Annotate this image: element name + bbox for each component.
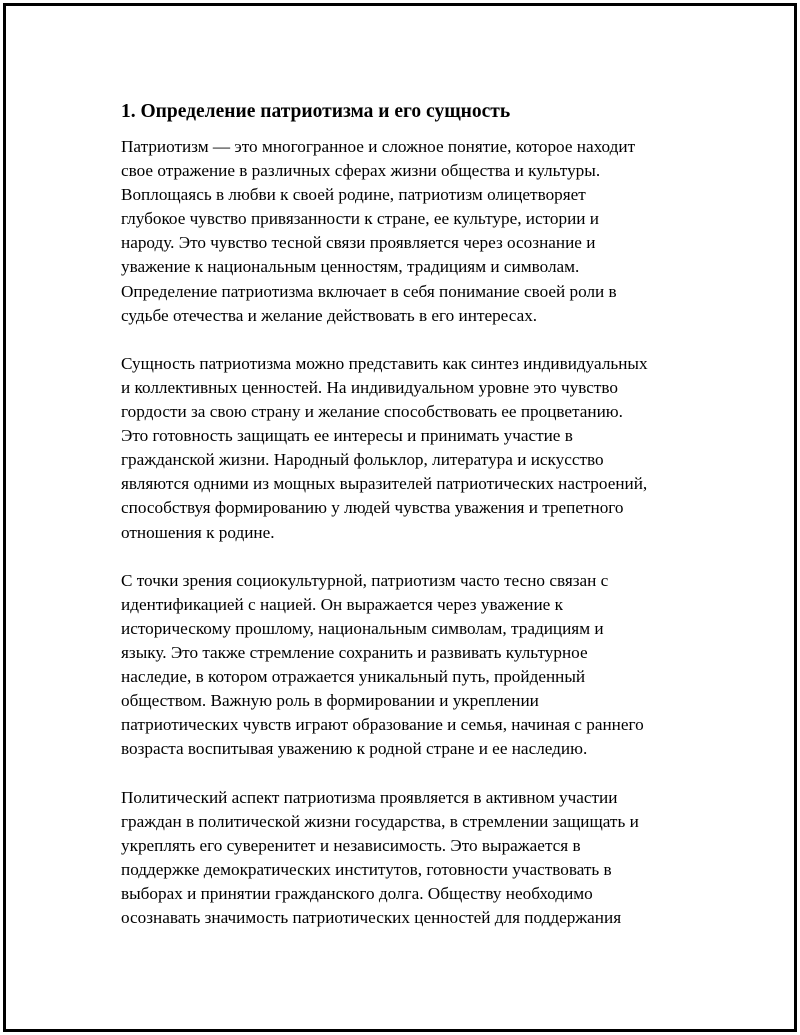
text-line: осознавать значимость патриотических ценностей для поддержания xyxy=(121,908,622,927)
text-line: Определение патриотизма включает в себя понимание своей роли в xyxy=(121,281,617,301)
text-line: патриотических чувств играют образование и семья, начиная с раннего xyxy=(121,715,644,735)
text-line: наследие, в котором отражается уникальный путь, пройденный xyxy=(121,667,586,687)
text-line: Сущность патриотизма можно представить как синтез индивидуальных xyxy=(121,353,648,373)
text-line: Это готовность защищать ее интересы и принимать участие в xyxy=(121,426,573,446)
text-line: глубокое чувство привязанности к стране, ее культуре, истории и xyxy=(121,209,599,229)
page-frame xyxy=(3,3,797,1032)
text-line: Воплощаясь в любви к своей родине, патриотизм олицетворяет xyxy=(121,185,586,205)
text-line: судьбе отечества и желание действовать в его интересах. xyxy=(121,305,538,325)
text-line: Патриотизм — это многогранное и сложное понятие, которое находит xyxy=(121,137,636,156)
text-line: гордости за свою страну и желание способствовать ее процветанию. xyxy=(121,402,623,422)
text-line: гражданской жизни. Народный фольклор, литература и искусство xyxy=(121,450,604,470)
document-body xyxy=(121,98,711,954)
text-line: выборах и принятии гражданского долга. Обществу необходимо xyxy=(121,883,593,903)
text-line: являются одними из мощных выразителей патриотических настроений, xyxy=(121,474,648,494)
paragraph-4 xyxy=(121,786,711,931)
text-line: С точки зрения социокультурной, патриотизм часто тесно связан с xyxy=(121,570,609,590)
text-line: языку. Это также стремление сохранить и развивать культурное xyxy=(121,642,588,662)
section-heading: 1. Определение патриотизма и его сущность xyxy=(121,101,511,122)
text-line: граждан в политической жизни государства, в стремлении защищать и xyxy=(121,811,639,831)
text-line: способствуя формированию у людей чувства уважения и трепетного xyxy=(121,498,624,518)
text-line: возраста воспитывая уважению к родной стране и ее наследию. xyxy=(121,739,588,759)
text-line: идентификацией с нацией. Он выражается через уважение к xyxy=(121,594,563,614)
text-line: поддержке демократических институтов, готовности участвовать в xyxy=(121,859,612,879)
text-line: укреплять его суверенитет и независимость. Это выражается в xyxy=(121,835,581,855)
text-line: свое отражение в различных сферах жизни общества и культуры. xyxy=(121,161,601,181)
text-line: народу. Это чувство тесной связи проявляется через осознание и xyxy=(121,233,596,253)
paragraph-3 xyxy=(121,569,711,762)
text-line: и коллективных ценностей. На индивидуальном уровне это чувство xyxy=(121,377,619,397)
text-line: обществом. Важную роль в формировании и укреплении xyxy=(121,691,539,711)
text-line: историческому прошлому, национальным символам, традициям и xyxy=(121,618,604,638)
paragraph-2 xyxy=(121,352,711,545)
text-line: уважение к национальным ценностям, традициям и символам. xyxy=(121,257,580,277)
text-line: отношения к родине. xyxy=(121,522,275,542)
paragraph-1 xyxy=(121,135,711,328)
text-line: Политический аспект патриотизма проявляется в активном участии xyxy=(121,787,618,807)
